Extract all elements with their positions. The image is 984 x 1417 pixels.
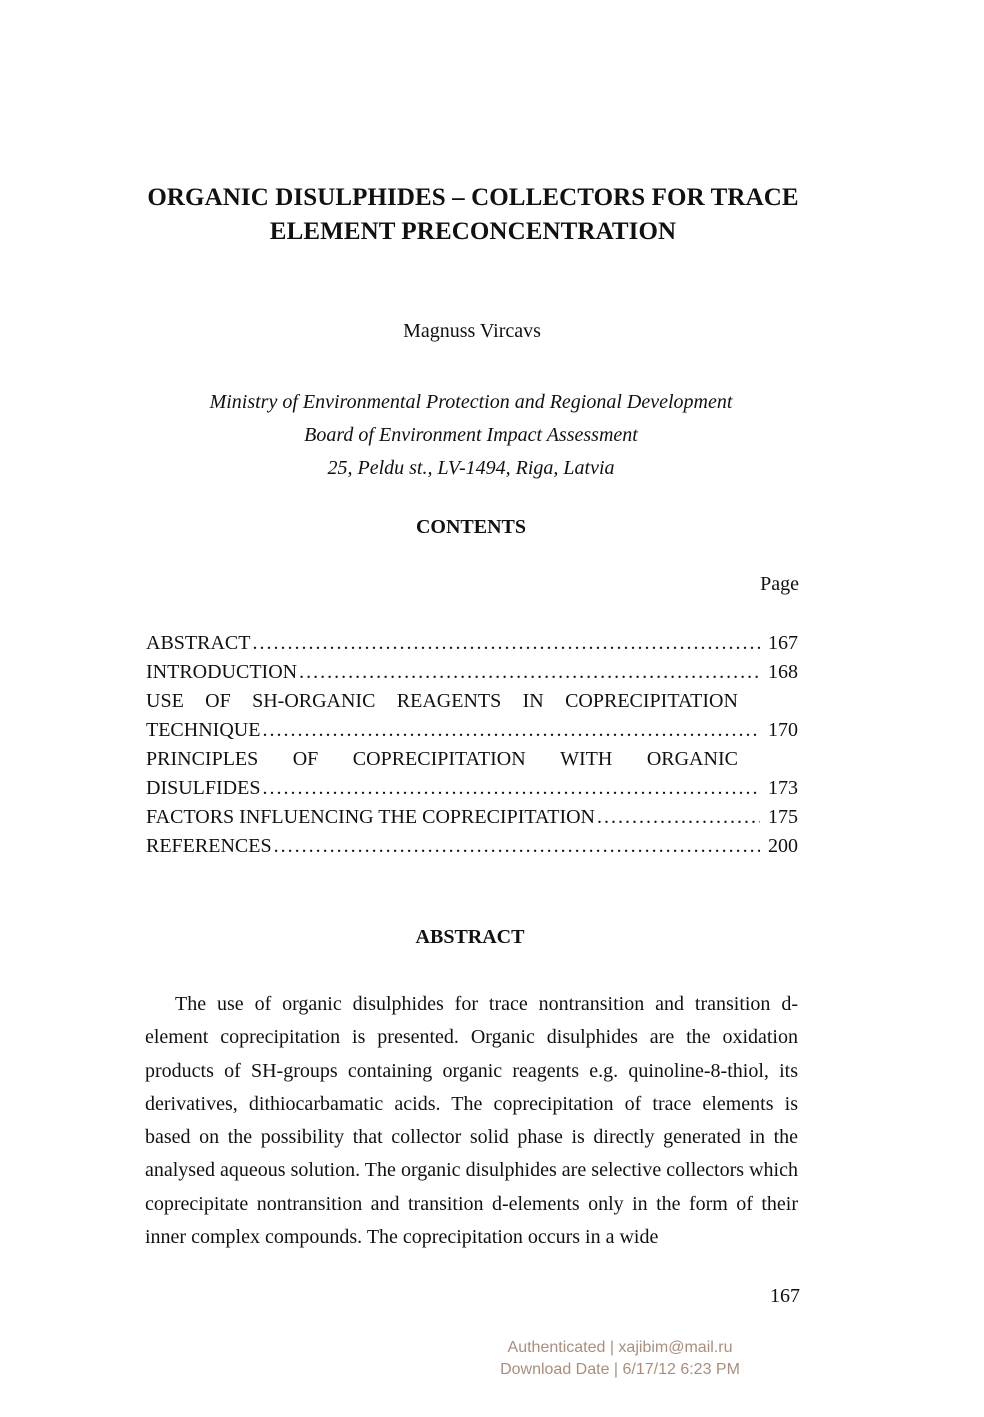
toc-word: OF <box>205 690 231 712</box>
toc-entry-abstract[interactable] <box>146 629 798 658</box>
toc-leader-dots <box>274 832 760 861</box>
download-watermark <box>0 1337 984 1381</box>
toc-entry-references[interactable] <box>146 832 798 861</box>
toc-word: COPRECIPITATION <box>352 748 526 770</box>
affiliation-line-1: Ministry of Environmental Protection and Regional Development <box>209 391 733 413</box>
toc-leader-dots <box>299 658 760 687</box>
title-line-2: ELEMENT PRECONCENTRATION <box>269 218 677 245</box>
toc-entry-principles-line-1[interactable] <box>146 745 738 774</box>
toc-entry-label: INTRODUCTION <box>146 661 298 683</box>
contents-page-label: Page <box>760 573 799 595</box>
toc-entry-page: 168 <box>768 661 798 683</box>
toc-entry-page: 175 <box>768 806 798 828</box>
author-affiliation <box>0 386 942 485</box>
affiliation-line-2: Board of Environment Impact Assessment <box>304 424 638 446</box>
author-name: Magnuss Vircavs <box>403 320 541 342</box>
watermark-line-1: Authenticated | xajibim@mail.ru <box>507 1339 733 1356</box>
toc-word: REAGENTS <box>396 690 502 712</box>
toc-word: ORGANIC <box>646 748 738 770</box>
toc-word: SH-ORGANIC <box>252 690 376 712</box>
toc-word: OF <box>292 748 319 770</box>
toc-entry-page: 200 <box>768 835 798 857</box>
toc-word: WITH <box>560 748 613 770</box>
toc-entry-label: TECHNIQUE <box>146 719 261 741</box>
toc-entry-label: ABSTRACT <box>146 632 251 654</box>
toc-leader-dots <box>597 803 760 832</box>
contents-heading: CONTENTS <box>415 516 527 538</box>
toc-entry-label: FACTORS INFLUENCING THE COPRECIPITATION <box>146 806 595 828</box>
watermark-line-2: Download Date | 6/17/12 6:23 PM <box>500 1361 740 1378</box>
toc-entry-principles-line-2[interactable] <box>146 774 798 803</box>
title-line-1: ORGANIC DISULPHIDES – COLLECTORS FOR TRACE <box>147 184 799 211</box>
toc-word: USE <box>146 690 184 712</box>
toc-entry-factors[interactable] <box>146 803 798 832</box>
toc-entry-label: REFERENCES <box>146 835 272 857</box>
table-of-contents <box>146 629 798 861</box>
toc-leader-dots <box>262 774 760 803</box>
toc-leader-dots <box>252 629 760 658</box>
toc-word: PRINCIPLES <box>146 748 259 770</box>
toc-entry-use-of-sh-line-2[interactable] <box>146 716 798 745</box>
page-number: 167 <box>770 1285 800 1307</box>
abstract-heading: ABSTRACT <box>415 926 525 948</box>
toc-word: IN <box>522 690 544 712</box>
toc-entry-page: 167 <box>768 632 798 654</box>
abstract-body: The use of organic disulphides for trace nontransition and transition d-element coprecipitation is presented. Organic disulphides are the oxidation products of SH-groups containing organic reagents e.g. quinoline-8-thiol, its derivatives, dithiocarbamatic acids. The coprecipitation of trace elements is based on the possibility that collector solid phase is directly generated in the analysed aqueous solution. The organic disulphides are selective collectors which coprecipitate nontransition and transition d-elements only in the form of their inner complex compounds. The coprecipitation occurs in a wide <box>145 993 798 1249</box>
toc-word: COPRECIPITATION <box>565 690 738 712</box>
toc-entry-use-of-sh-line-1[interactable] <box>146 687 738 716</box>
toc-entry-label: DISULFIDES <box>146 777 261 799</box>
toc-entry-page: 173 <box>768 777 798 799</box>
article-title <box>0 181 946 249</box>
toc-entry-introduction[interactable] <box>146 658 798 687</box>
toc-leader-dots <box>262 716 760 745</box>
toc-entry-page: 170 <box>768 719 798 741</box>
affiliation-line-3: 25, Peldu st., LV-1494, Riga, Latvia <box>327 457 615 479</box>
